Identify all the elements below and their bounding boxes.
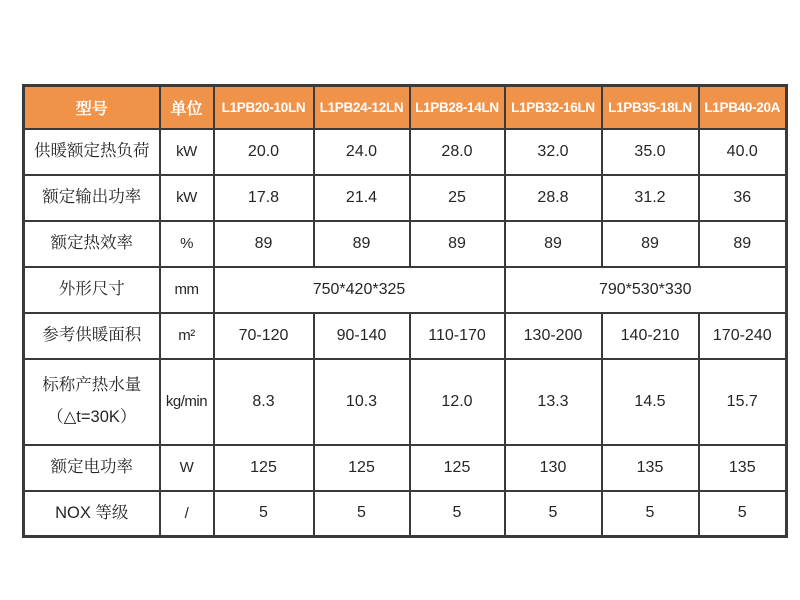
value-cell: 28.8 bbox=[505, 175, 602, 221]
header-model-l1pb28: L1PB28-14LN bbox=[410, 86, 505, 129]
value-cell: 31.2 bbox=[602, 175, 699, 221]
value-cell: 40.0 bbox=[699, 129, 787, 175]
header-model-l1pb20: L1PB20-10LN bbox=[214, 86, 314, 129]
header-unit-label: 单位 bbox=[160, 86, 214, 129]
row-output-power bbox=[24, 175, 787, 221]
value-cell: 35.0 bbox=[602, 129, 699, 175]
row-dimensions bbox=[24, 267, 787, 313]
value-cell: 5 bbox=[602, 491, 699, 537]
row-label: 额定热效率 bbox=[24, 221, 160, 267]
value-cell: 130-200 bbox=[505, 313, 602, 359]
value-cell: 90-140 bbox=[314, 313, 410, 359]
unit-cell: kW bbox=[160, 129, 214, 175]
value-cell: 89 bbox=[505, 221, 602, 267]
value-cell: 70-120 bbox=[214, 313, 314, 359]
row-nox-class bbox=[24, 491, 787, 537]
value-cell: 110-170 bbox=[410, 313, 505, 359]
row-heat-load bbox=[24, 129, 787, 175]
value-cell: 32.0 bbox=[505, 129, 602, 175]
header-model-l1pb35: L1PB35-18LN bbox=[602, 86, 699, 129]
row-label: 额定输出功率 bbox=[24, 175, 160, 221]
row-label: 参考供暖面积 bbox=[24, 313, 160, 359]
unit-cell: / bbox=[160, 491, 214, 537]
value-cell: 125 bbox=[314, 445, 410, 491]
row-label: 额定电功率 bbox=[24, 445, 160, 491]
value-cell: 140-210 bbox=[602, 313, 699, 359]
value-cell: 25 bbox=[410, 175, 505, 221]
value-cell: 5 bbox=[314, 491, 410, 537]
row-hot-water-output bbox=[24, 359, 787, 445]
row-label: 供暖额定热负荷 bbox=[24, 129, 160, 175]
row-label: 外形尺寸 bbox=[24, 267, 160, 313]
value-cell: 36 bbox=[699, 175, 787, 221]
value-cell: 20.0 bbox=[214, 129, 314, 175]
value-cell: 89 bbox=[602, 221, 699, 267]
value-cell: 13.3 bbox=[505, 359, 602, 445]
merged-dimension-cell: 750*420*325 bbox=[214, 267, 505, 313]
row-thermal-efficiency bbox=[24, 221, 787, 267]
unit-cell: m² bbox=[160, 313, 214, 359]
value-cell: 5 bbox=[410, 491, 505, 537]
value-cell: 125 bbox=[214, 445, 314, 491]
value-cell: 89 bbox=[410, 221, 505, 267]
row-label: 标称产热水量（△t=30K） bbox=[24, 359, 160, 445]
value-cell: 17.8 bbox=[214, 175, 314, 221]
value-cell: 89 bbox=[314, 221, 410, 267]
value-cell: 130 bbox=[505, 445, 602, 491]
row-label: NOX 等级 bbox=[24, 491, 160, 537]
unit-cell: W bbox=[160, 445, 214, 491]
value-cell: 89 bbox=[699, 221, 787, 267]
spec-table bbox=[22, 84, 788, 538]
value-cell: 89 bbox=[214, 221, 314, 267]
value-cell: 125 bbox=[410, 445, 505, 491]
value-cell: 10.3 bbox=[314, 359, 410, 445]
value-cell: 5 bbox=[699, 491, 787, 537]
value-cell: 135 bbox=[699, 445, 787, 491]
header-model-l1pb40: L1PB40-20A bbox=[699, 86, 787, 129]
value-cell: 12.0 bbox=[410, 359, 505, 445]
value-cell: 14.5 bbox=[602, 359, 699, 445]
header-model-label: 型号 bbox=[24, 86, 160, 129]
value-cell: 170-240 bbox=[699, 313, 787, 359]
row-heating-area bbox=[24, 313, 787, 359]
merged-dimension-cell: 790*530*330 bbox=[505, 267, 787, 313]
value-cell: 5 bbox=[505, 491, 602, 537]
header-model-l1pb24: L1PB24-12LN bbox=[314, 86, 410, 129]
row-electric-power bbox=[24, 445, 787, 491]
value-cell: 5 bbox=[214, 491, 314, 537]
header-row bbox=[24, 86, 787, 129]
value-cell: 21.4 bbox=[314, 175, 410, 221]
value-cell: 8.3 bbox=[214, 359, 314, 445]
value-cell: 135 bbox=[602, 445, 699, 491]
unit-cell: mm bbox=[160, 267, 214, 313]
unit-cell: kW bbox=[160, 175, 214, 221]
value-cell: 24.0 bbox=[314, 129, 410, 175]
unit-cell: % bbox=[160, 221, 214, 267]
header-model-l1pb32: L1PB32-16LN bbox=[505, 86, 602, 129]
value-cell: 28.0 bbox=[410, 129, 505, 175]
unit-cell: kg/min bbox=[160, 359, 214, 445]
value-cell: 15.7 bbox=[699, 359, 787, 445]
